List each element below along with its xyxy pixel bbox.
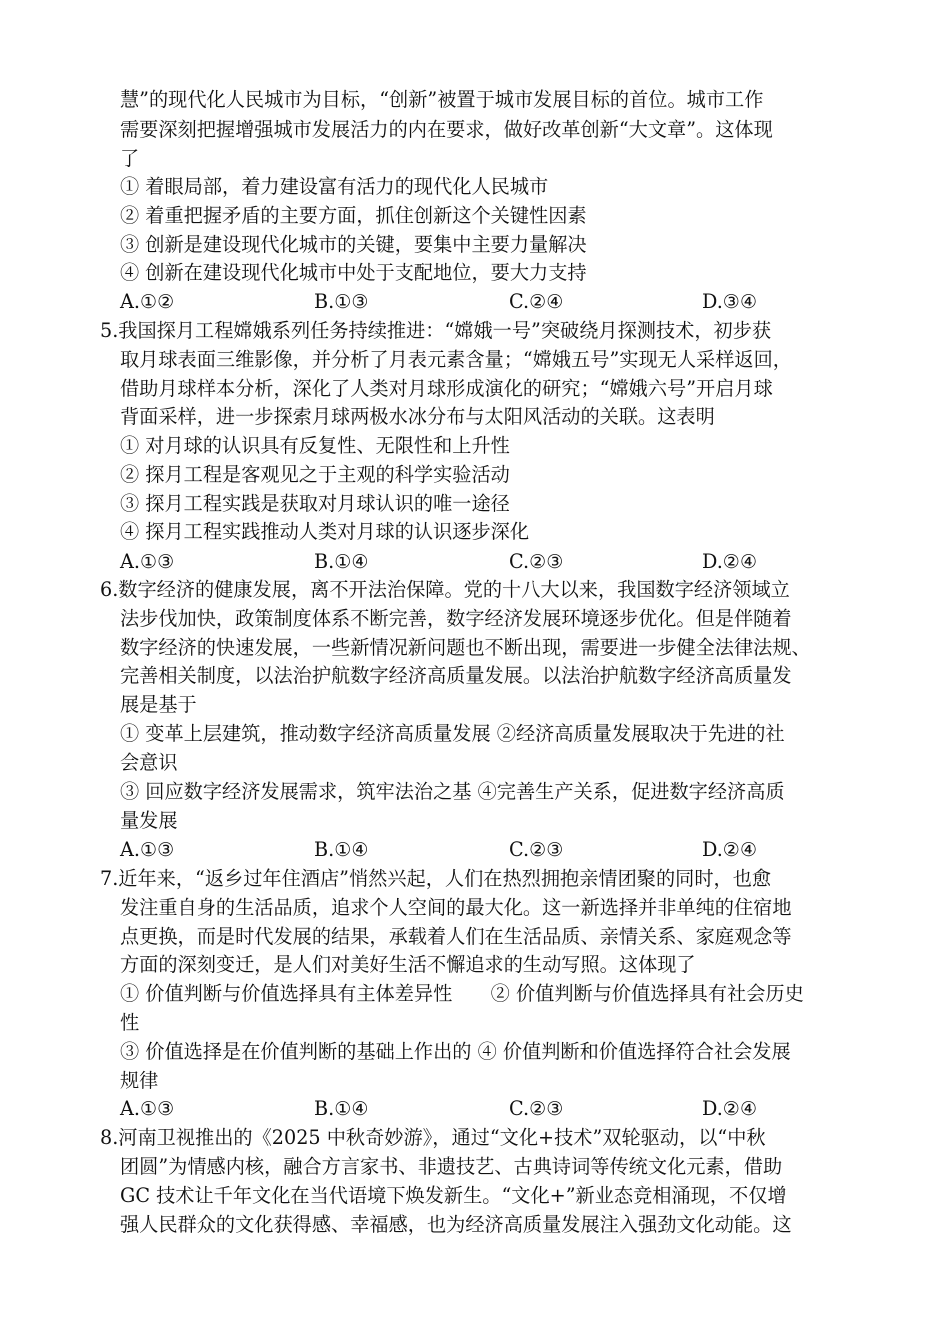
- option-a: A.①③: [120, 550, 175, 573]
- statement: 会意识: [120, 751, 178, 774]
- question-stem-line: 取月球表面三维影像，并分析了月表元素含量；“嫦娥五号”实现无人采样返回，: [120, 348, 792, 371]
- question-stem-line: 团圆”为情感内核，融合方言家书、非遗技艺、古典诗词等传统文化元素，借助: [120, 1155, 783, 1178]
- question-stem-line: GC 技术让千年文化在当代语境下焕发新生。“文化+”新业态竞相涌现，不仅增: [120, 1184, 787, 1207]
- question-stem-line: 了: [120, 147, 140, 170]
- option-a: A.①②: [120, 290, 175, 313]
- statement: ② 着重把握矛盾的主要方面，抓住创新这个关键性因素: [120, 204, 587, 227]
- statement: ① 价值判断与价值选择具有主体差异性 ② 价值判断与价值选择具有社会历史: [120, 982, 804, 1005]
- option-b: B.①③: [314, 290, 369, 313]
- option-d: D.②④: [702, 838, 758, 861]
- question-stem-line: 7.近年来，“返乡过年住酒店”悄然兴起，人们在热烈拥抱亲情团聚的同时，也愈: [100, 867, 772, 890]
- statement: ④ 创新在建设现代化城市中处于支配地位，要大力支持: [120, 261, 587, 284]
- statement: ④ 探月工程实践推动人类对月球的认识逐步深化: [120, 520, 530, 543]
- statement: 规律: [120, 1069, 159, 1092]
- option-d: D.②④: [702, 1097, 758, 1120]
- option-a: A.①③: [120, 1097, 175, 1120]
- question-stem-line: 背面采样，进一步探索月球两极水冰分布与太阳风活动的关联。这表明: [120, 405, 715, 428]
- option-c: C.②③: [509, 550, 564, 573]
- statement: ③ 回应数字经济发展需求，筑牢法治之基 ④完善生产关系，促进数字经济高质: [120, 780, 785, 803]
- question-stem-line: 需要深刻把握增强城市发展活力的内在要求，做好改革创新“大文章”。这体现: [120, 118, 773, 141]
- statement: ③ 创新是建设现代化城市的关键，要集中主要力量解决: [120, 233, 587, 256]
- option-c: C.②③: [509, 1097, 564, 1120]
- statement: ① 变革上层建筑，推动数字经济高质量发展 ②经济高质量发展取决于先进的社: [120, 722, 785, 745]
- statement: 量发展: [120, 809, 178, 832]
- option-c: C.②③: [509, 838, 564, 861]
- question-stem-line: 点更换，而是时代发展的结果，承载着人们在生活品质、亲情关系、家庭观念等: [120, 925, 792, 948]
- statement: ③ 探月工程实践是获取对月球认识的唯一途径: [120, 492, 510, 515]
- option-b: B.①④: [314, 838, 369, 861]
- question-stem-line: 强人民群众的文化获得感、幸福感，也为经济高质量发展注入强劲文化动能。这: [120, 1213, 792, 1236]
- question-stem-line: 5.我国探月工程嫦娥系列任务持续推进：“嫦娥一号”突破绕月探测技术，初步获: [100, 319, 772, 342]
- question-stem-line: 发注重自身的生活品质，追求个人空间的最大化。这一新选择并非单纯的住宿地: [120, 896, 792, 919]
- question-stem-line: 展是基于: [120, 693, 197, 716]
- question-stem-line: 方面的深刻变迁，是人们对美好生活不懈追求的生动写照。这体现了: [120, 953, 696, 976]
- option-b: B.①④: [314, 1097, 369, 1120]
- question-stem-line: 法步伐加快，政策制度体系不断完善，数字经济发展环境逐步优化。但是伴随着: [120, 607, 792, 630]
- option-d: D.③④: [702, 290, 758, 313]
- question-stem-line: 数字经济的快速发展，一些新情况新问题也不断出现，需要进一步健全法律法规、: [120, 636, 811, 659]
- question-stem-line: 慧”的现代化人民城市为目标，“创新”被置于城市发展目标的首位。城市工作: [120, 88, 764, 111]
- statement: ① 对月球的认识具有反复性、无限性和上升性: [120, 434, 510, 457]
- statement: ① 着眼局部，着力建设富有活力的现代化人民城市: [120, 175, 549, 198]
- option-c: C.②④: [509, 290, 564, 313]
- option-a: A.①③: [120, 838, 175, 861]
- statement: ② 探月工程是客观见之于主观的科学实验活动: [120, 463, 510, 486]
- option-b: B.①④: [314, 550, 369, 573]
- question-stem-line: 6.数字经济的健康发展，离不开法治保障。党的十八大以来，我国数字经济领域立: [100, 578, 790, 601]
- question-stem-line: 8.河南卫视推出的《2025 中秋奇妙游》，通过“文化+技术”双轮驱动，以“中秋: [100, 1126, 766, 1149]
- question-stem-line: 完善相关制度，以法治护航数字经济高质量发展。以法治护航数字经济高质量发: [120, 664, 792, 687]
- statement: ③ 价值选择是在价值判断的基础上作出的 ④ 价值判断和价值选择符合社会发展: [120, 1040, 791, 1063]
- option-d: D.②④: [702, 550, 758, 573]
- statement: 性: [120, 1011, 140, 1034]
- question-stem-line: 借助月球样本分析，深化了人类对月球形成演化的研究；“嫦娥六号”开启月球: [120, 377, 773, 400]
